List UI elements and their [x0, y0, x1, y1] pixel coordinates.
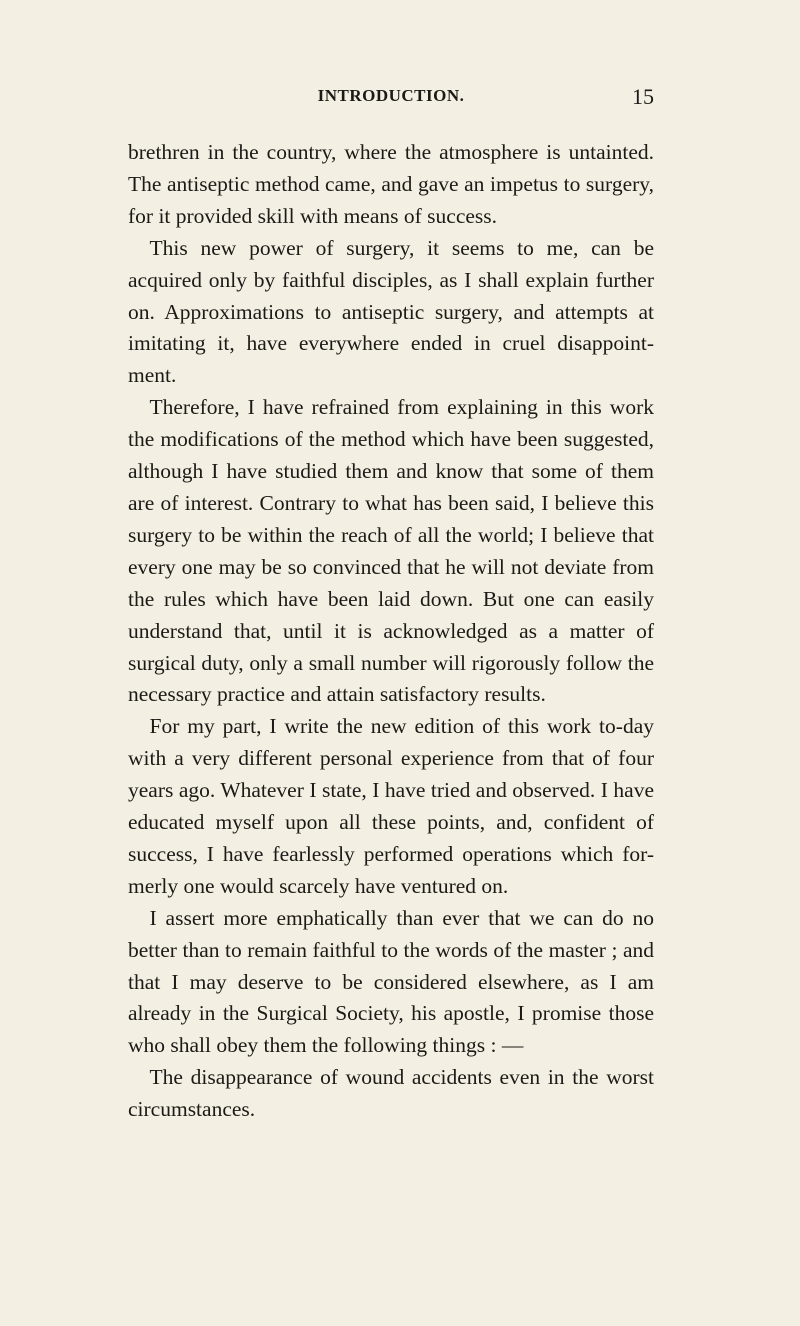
body-text — [128, 137, 654, 1126]
page-number: 15 — [632, 84, 654, 109]
paragraph-4: For my part, I write the new edition of this work to-day with a very different personal experience from that of four years ago. Whatever I state, I have tried and observed. I have educated myself upon all these points, and, confident of success, I have fearlessly performed operations which for-merly one would scarcely have ventured on. — [128, 714, 654, 898]
paragraph-2: This new power of surgery, it seems to me, can be acquired only by faithful disciples, as I shall explain further on. Approximations to antiseptic surgery, and attempts at imitating it, have everywhere ended in cruel disappoint-ment. — [128, 235, 654, 388]
paragraph-3: Therefore, I have refrained from explaining in this work the modifications of the method which have been suggested, although I have studied them and know that some of them are of interest. Contrary to what has been said, I believe this surgery to be within the reach of all the world; I believe that every one may be so convinced that he will not deviate from the rules which have been laid down. But one can easily understand that, until it is acknowledged as a matter of surgical duty, only a small number will rigorously follow the necessary practice and attain satisfactory results. — [128, 395, 654, 707]
running-title: INTRODUCTION. — [317, 86, 465, 105]
running-head — [128, 86, 654, 114]
paragraph-5: I assert more emphatically than ever that we can do no better than to remain faithful to the words of the master ; and that I may deserve to be considered elsewhere, as I am already in the Surgical Society, his apostle, I promise those who shall obey them the following things : — — [128, 905, 654, 1058]
paragraph-1: brethren in the country, where the atmosphere is untainted. The antiseptic method came, and gave an impetus to surgery, for it provided skill with means of success. — [128, 140, 654, 228]
paragraph-6: The disappearance of wound accidents even in the worst circumstances. — [128, 1065, 654, 1122]
